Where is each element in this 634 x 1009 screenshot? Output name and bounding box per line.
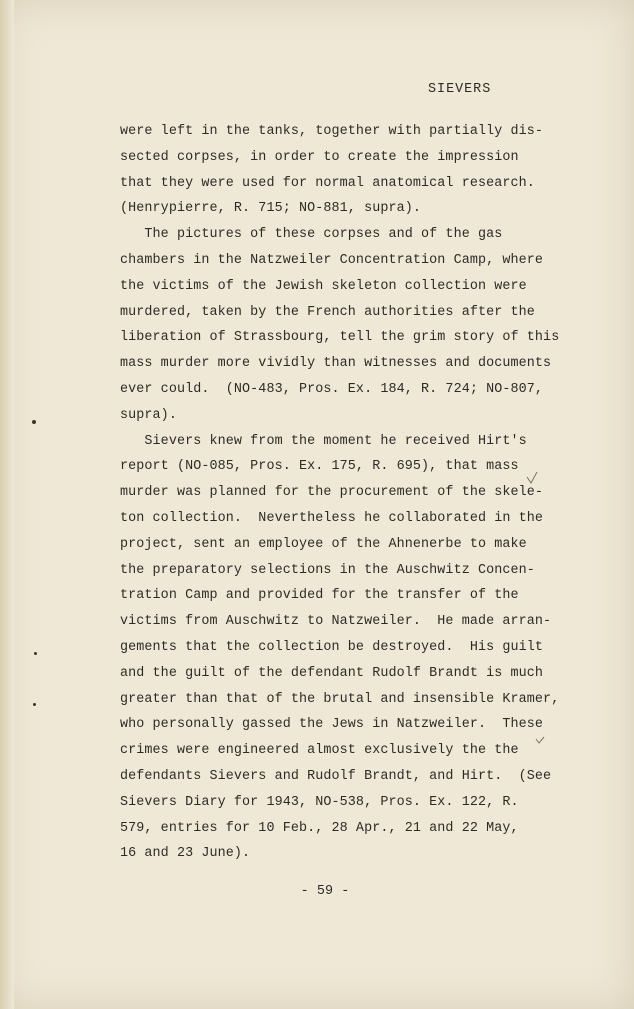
margin-dot bbox=[32, 420, 36, 424]
text-line: (Henrypierre, R. 715; NO-881, supra). bbox=[120, 201, 422, 217]
margin-dot bbox=[33, 703, 36, 706]
page-edge bbox=[0, 0, 14, 1009]
text-line: report (NO-085, Pros. Ex. 175, R. 695), that mass bbox=[120, 459, 519, 475]
text-line: sected corpses, in order to create the impression bbox=[120, 149, 519, 165]
text-line: liberation of Strassbourg, tell the grim story of this bbox=[120, 330, 560, 346]
text-line: murdered, taken by the French authorities after the bbox=[120, 304, 535, 320]
text-line: ever could. (NO-483, Pros. Ex. 184, R. 724; NO-807, bbox=[120, 381, 544, 397]
text-line: that they were used for normal anatomical research. bbox=[120, 175, 535, 191]
body-text bbox=[120, 119, 560, 867]
text-line: tration Camp and provided for the transfer of the bbox=[120, 588, 519, 604]
text-line: who personally gassed the Jews in Natzweiler. These bbox=[120, 717, 544, 733]
text-line: and the guilt of the defendant Rudolf Brandt is much bbox=[120, 665, 544, 681]
text-line: greater than that of the brutal and insensible Kramer, bbox=[120, 691, 560, 707]
text-line: 16 and 23 June). bbox=[120, 846, 251, 862]
text-line: the preparatory selections in the Auschwitz Concen- bbox=[120, 562, 535, 578]
checkmark-annotation-icon bbox=[525, 470, 539, 486]
text-line: defendants Sievers and Rudolf Brandt, and Hirt. (See bbox=[120, 768, 552, 784]
text-line: 579, entries for 10 Feb., 28 Apr., 21 and 22 May, bbox=[120, 820, 519, 836]
margin-dot bbox=[34, 652, 37, 655]
text-line: were left in the tanks, together with partially dis- bbox=[120, 124, 544, 139]
text-line: The pictures of these corpses and of the gas bbox=[120, 227, 503, 243]
text-line: crimes were engineered almost exclusively the the bbox=[120, 743, 519, 759]
text-line: the victims of the Jewish skeleton collection were bbox=[120, 278, 527, 294]
text-line: Sievers Diary for 1943, NO-538, Pros. Ex. 122, R. bbox=[120, 794, 519, 810]
text-line: victims from Auschwitz to Natzweiler. He made arran- bbox=[120, 614, 552, 630]
checkmark-small-annotation-icon bbox=[535, 735, 545, 745]
page-number: - 59 - bbox=[300, 884, 350, 899]
page-header: SIEVERS bbox=[428, 82, 492, 97]
text-line: gements that the collection be destroyed. His guilt bbox=[120, 639, 544, 655]
text-line: Sievers knew from the moment he received Hirt's bbox=[120, 433, 527, 449]
text-line: mass murder more vividly than witnesses and documents bbox=[120, 356, 552, 372]
text-line: chambers in the Natzweiler Concentration Camp, where bbox=[120, 252, 544, 268]
text-line: supra). bbox=[120, 407, 177, 423]
text-line: project, sent an employee of the Ahnenerbe to make bbox=[120, 536, 527, 552]
text-line: murder was planned for the procurement of the skele- bbox=[120, 485, 544, 501]
text-line: ton collection. Nevertheless he collaborated in the bbox=[120, 510, 544, 526]
